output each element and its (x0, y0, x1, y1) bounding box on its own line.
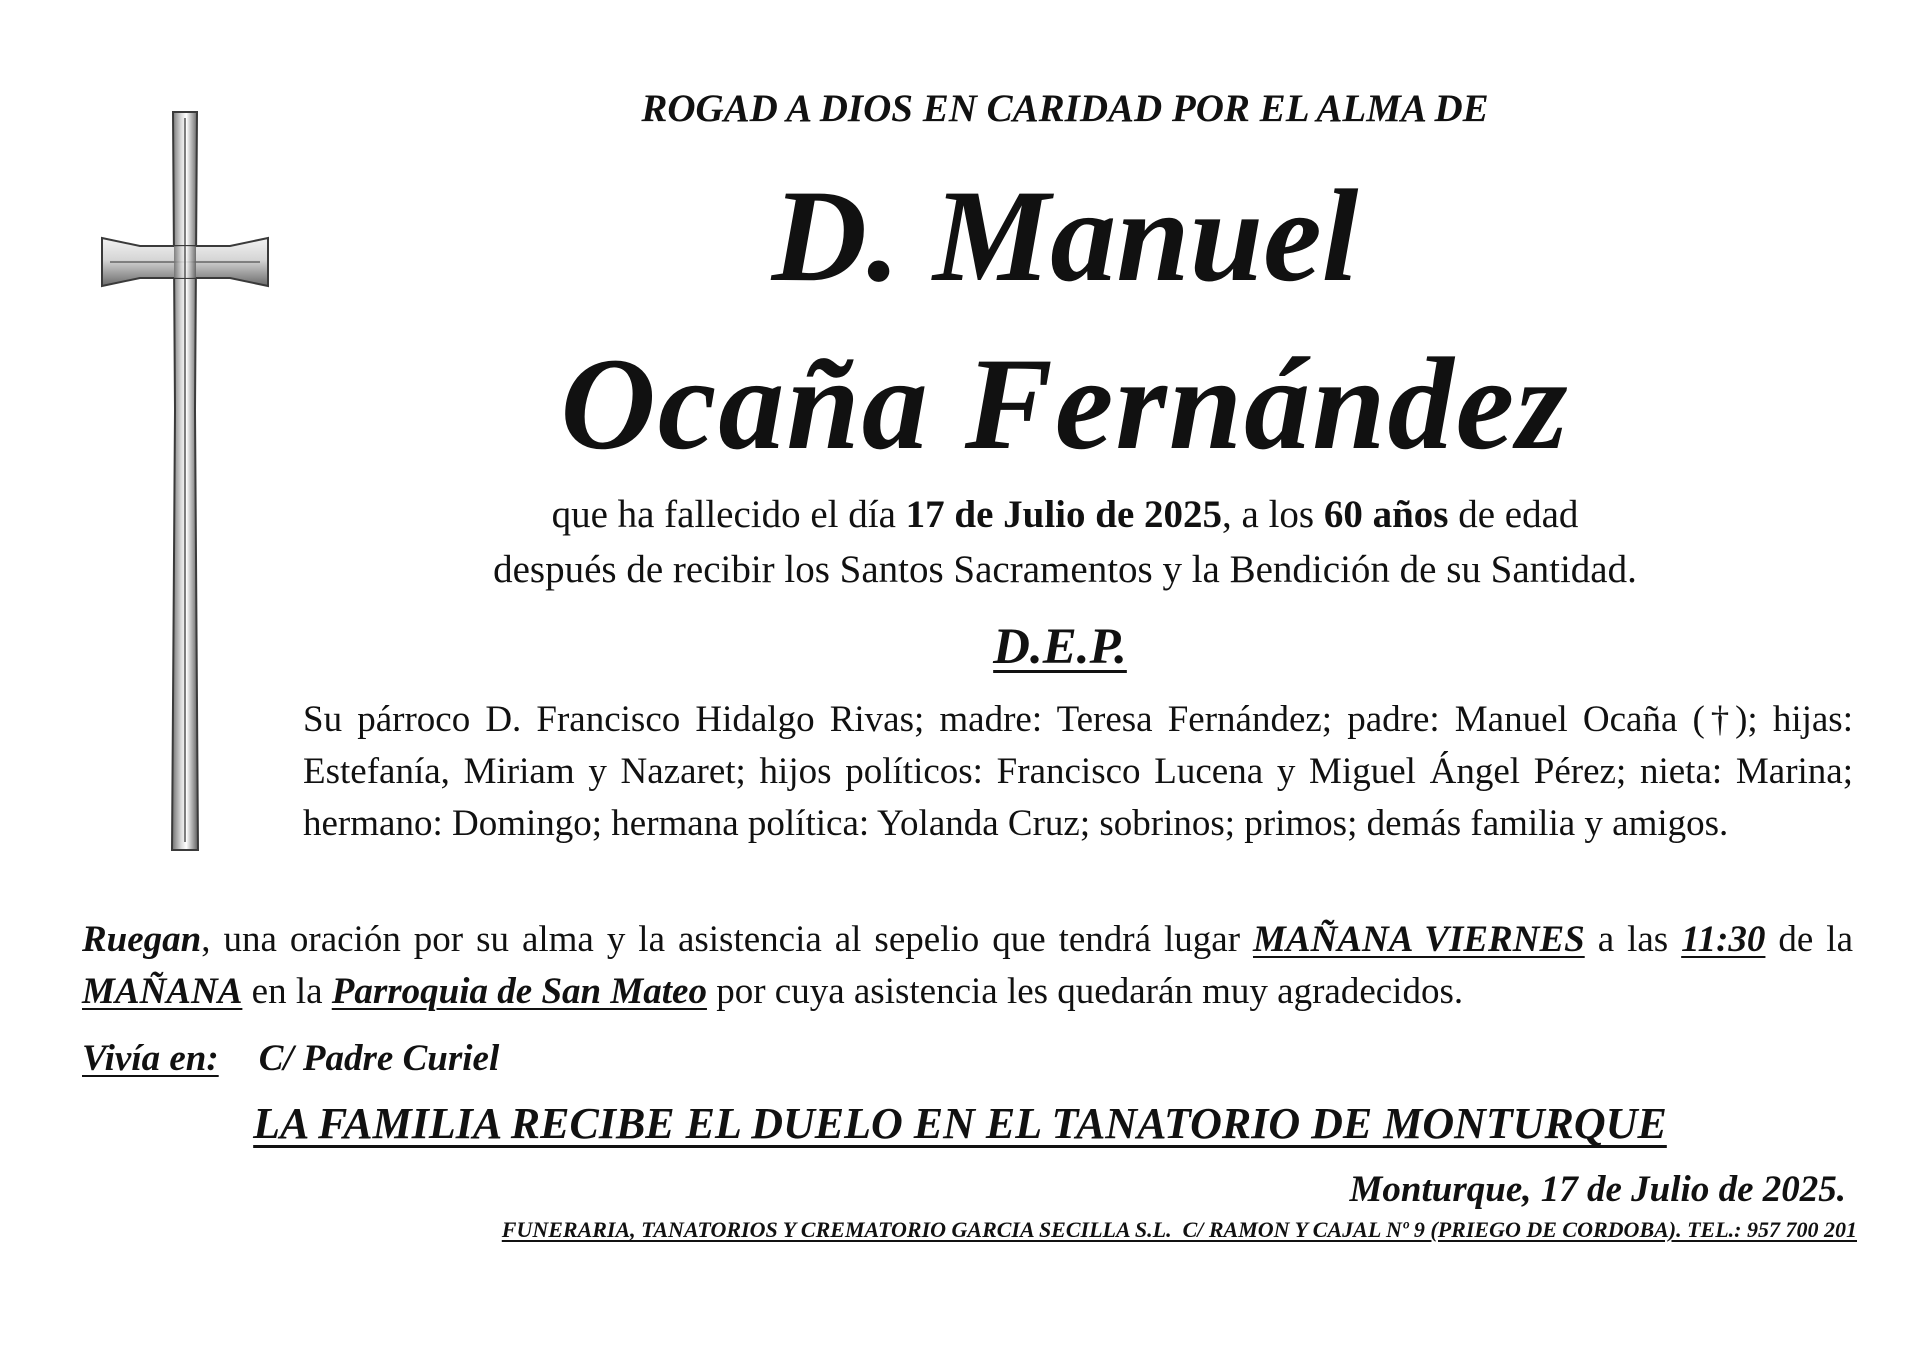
deceased-name-line1: D. Manuel (771, 162, 1359, 309)
ruegan-text-3: de la (1765, 919, 1853, 960)
ruegan-text-4: en la (242, 971, 332, 1012)
cross-icon (100, 110, 275, 855)
ruegan-text-1: , una oración por su alma y la asistencia al sepelio que tendrá lugar (201, 919, 1253, 960)
death-details (400, 487, 1730, 597)
funeral-paragraph (82, 914, 1853, 1018)
funeral-place: Parroquia de San Mateo (331, 971, 707, 1012)
prayer-header: ROGAD A DIOS EN CARIDAD POR EL ALMA DE (641, 87, 1489, 130)
funeral-day: MAÑANA VIERNES (1253, 919, 1585, 960)
residence-address: C/ Padre Curiel (258, 1038, 500, 1079)
ruegan-lead: Ruegan (82, 919, 202, 960)
residence-label: Vivía en: (82, 1038, 219, 1079)
funeral-period: MAÑANA (82, 971, 243, 1012)
death-text-3: de edad (1448, 493, 1579, 536)
mourning-notice: LA FAMILIA RECIBE EL DUELO EN EL TANATORIO DE MONTURQUE (253, 1099, 1667, 1148)
ruegan-text-5: por cuya asistencia les quedarán muy agradecidos. (706, 971, 1464, 1012)
death-text-2: , a los (1222, 493, 1324, 536)
death-date: 17 de Julio de 2025 (905, 493, 1223, 536)
deceased-name-line2: Ocaña Fernández (560, 330, 1570, 477)
sacraments-text: después de recibir los Santos Sacramentos y la Bendición de su Santidad. (493, 548, 1637, 591)
funeral-home-footer: FUNERARIA, TANATORIOS Y CREMATORIO GARCIA SECILLA S.L. C/ RAMON Y CAJAL Nº 9 (PRIEGO DE CORDOBA). TEL.: 957 700 201 (501, 1217, 1857, 1242)
date-place: Monturque, 17 de Julio de 2025. (1349, 1169, 1846, 1210)
residence-line (82, 1033, 499, 1085)
death-text-1: que ha fallecido el día (551, 493, 906, 536)
funeral-time: 11:30 (1681, 919, 1766, 960)
death-age: 60 años (1323, 493, 1449, 536)
ruegan-text-2: a las (1584, 919, 1682, 960)
family-paragraph: Su párroco D. Francisco Hidalgo Rivas; madre: Teresa Fernández; padre: Manuel Ocaña (†); hijas: Estefanía, Miriam y Nazaret; hijos políticos: Francisco Lucena y Miguel Ángel Pérez; nieta: Marina; hermano: Domingo; hermana política: Yolanda Cruz; sobrinos; primos; demás familia y amigos. (303, 699, 1853, 844)
dep-heading: D.E.P. (993, 619, 1127, 675)
